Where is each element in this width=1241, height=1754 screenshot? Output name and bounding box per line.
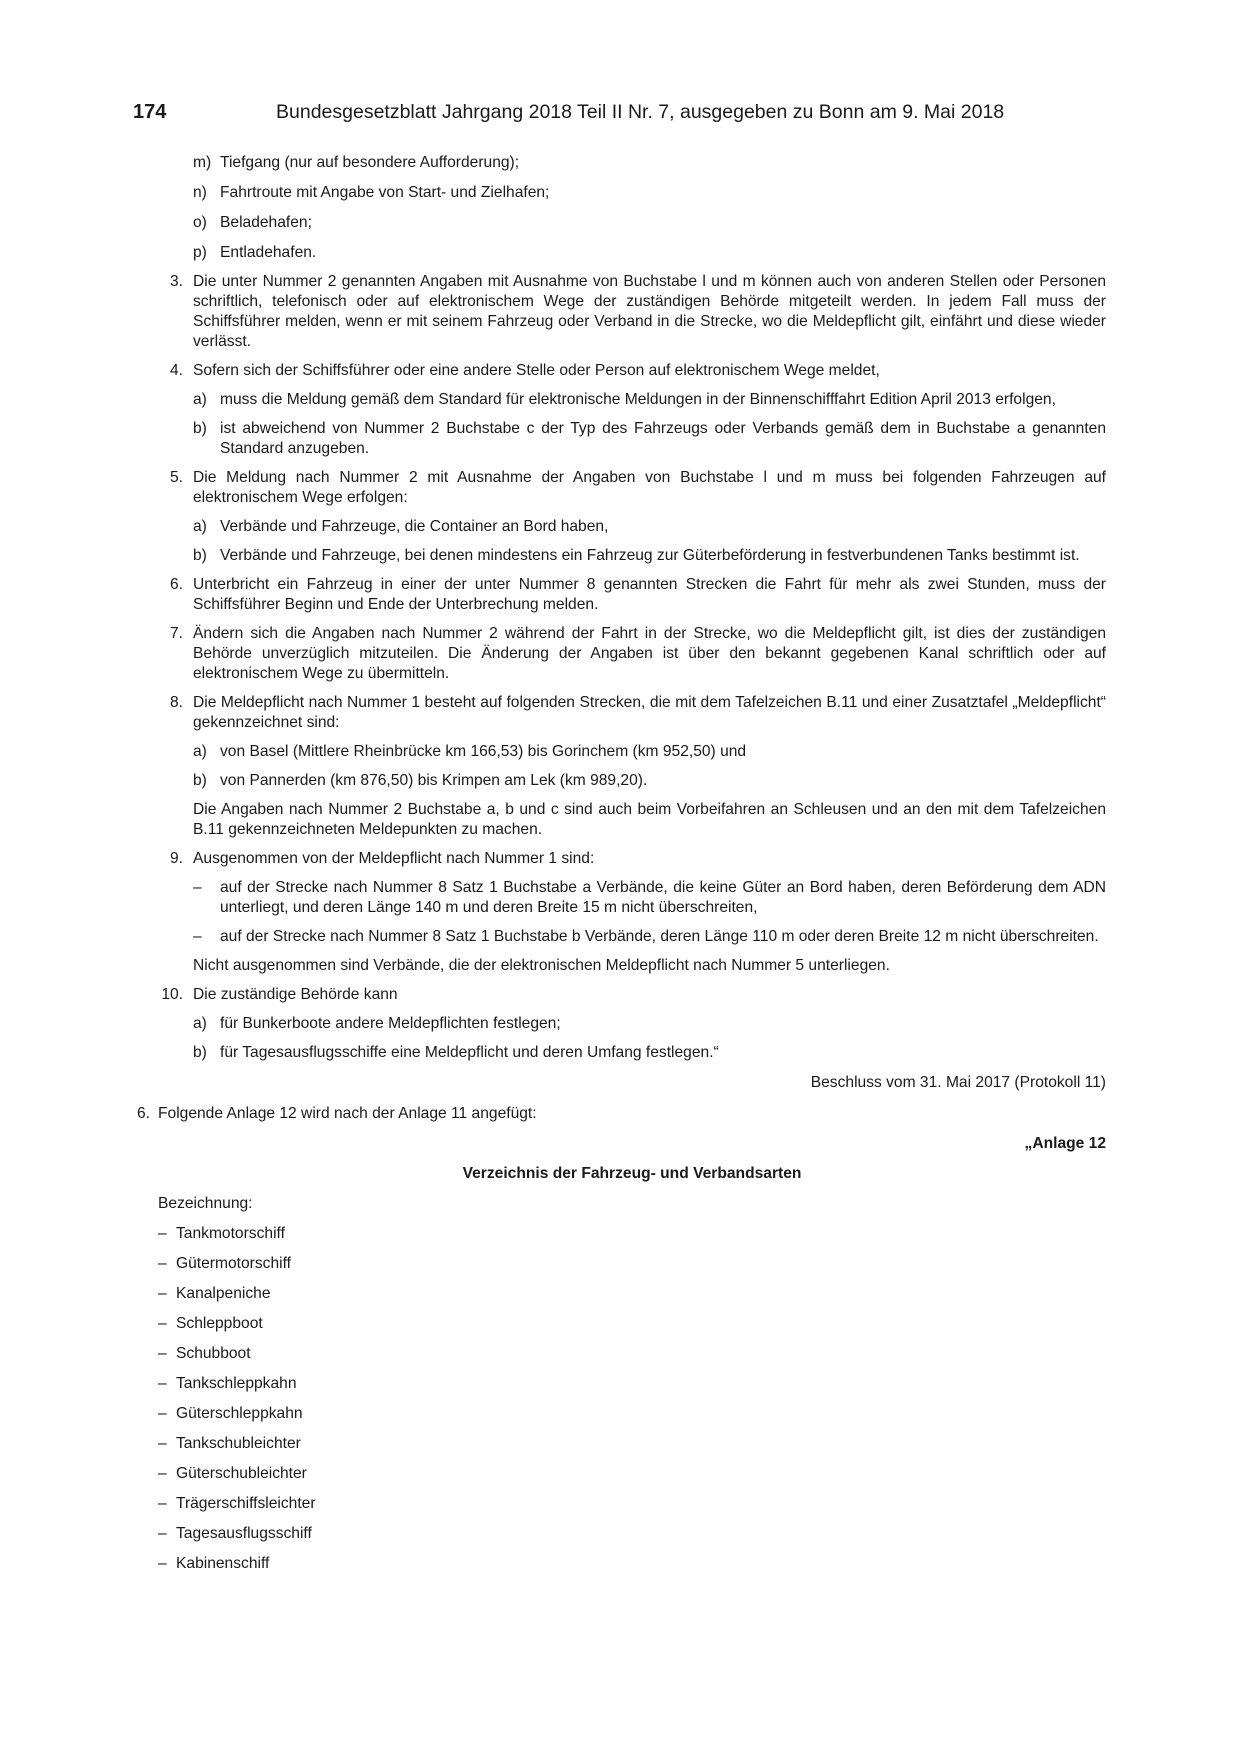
vessel-type — [0, 1464, 1106, 1484]
numbered-item-text: Die Meldung nach Nummer 2 mit Ausnahme der Angaben von Buchstabe l und m muss bei folgenden Fahrzeugen auf elektronischem Wege erfolgen: — [193, 469, 1106, 506]
page-content — [0, 153, 1241, 1574]
sub-item-text: Entladehafen. — [220, 244, 317, 261]
sub-item-label: o) — [193, 214, 207, 231]
vessel-type — [0, 1434, 1106, 1454]
vessel-type-label: – — [158, 1225, 167, 1242]
numbered-item-label: 9. — [169, 850, 183, 867]
sub-item-text: ist abweichend von Nummer 2 Buchstabe c der Typ des Fahrzeugs oder Verbands gemäß dem in Buchstabe a genannten Standard anzugeben. — [220, 420, 1106, 457]
sub-item — [0, 243, 1106, 263]
numbered-item — [0, 624, 1106, 684]
vessel-type-text: Güterschleppkahn — [176, 1405, 303, 1422]
vessel-type — [0, 1284, 1106, 1304]
vessel-type-text: Tankschleppkahn — [176, 1375, 297, 1392]
numbered-item — [0, 468, 1106, 508]
sub-item — [0, 771, 1106, 791]
section-item — [0, 1104, 1106, 1124]
sub-item-label: p) — [193, 244, 207, 261]
sub-item-label: b) — [193, 772, 207, 789]
sub-item — [0, 419, 1106, 459]
vessel-type — [0, 1524, 1106, 1544]
vessel-type-text: Tagesausflugsschiff — [176, 1525, 312, 1542]
vessel-type-label: – — [158, 1495, 167, 1512]
numbered-item-text: Ausgenommen von der Meldepflicht nach Nummer 1 sind: — [193, 850, 595, 867]
numbered-item-label: 6. — [169, 576, 183, 593]
numbered-item-text: Unterbricht ein Fahrzeug in einer der unter Nummer 8 genannten Strecken die Fahrt für mehr als zwei Stunden, muss der Schiffsführer Beginn und Ende der Unterbrechung melden. — [193, 576, 1106, 613]
annex-title — [0, 1164, 1106, 1184]
vessel-type-text: Schubboot — [176, 1345, 251, 1362]
numbered-item — [0, 575, 1106, 615]
sub-item — [0, 390, 1106, 410]
sub-item-text: Tiefgang (nur auf besondere Aufforderung); — [220, 154, 520, 171]
numbered-item — [0, 272, 1106, 352]
vessel-type-label: – — [158, 1405, 167, 1422]
vessel-type — [0, 1344, 1106, 1364]
vessel-type-text: Tankmotorschiff — [176, 1225, 285, 1242]
numbered-item-text: Ändern sich die Angaben nach Nummer 2 während der Fahrt in der Strecke, wo die Meldepflicht gilt, ist dies der zuständigen Behörde unverzüglich mitzuteilen. Die Änderung der Angaben ist über den bekannt gegebenen Kanal schriftlich oder auf elektronischem Wege zu übermitteln. — [193, 625, 1106, 682]
vessel-type-label: – — [158, 1255, 167, 1272]
vessel-type — [0, 1374, 1106, 1394]
sub-item-label: a) — [193, 518, 207, 535]
sub-item — [0, 742, 1106, 762]
sub-item-text: Verbände und Fahrzeuge, die Container an Bord haben, — [220, 518, 609, 535]
annex-title-text: Verzeichnis der Fahrzeug- und Verbandsarten — [462, 1165, 802, 1182]
numbered-item-label: 5. — [169, 469, 183, 486]
item-note — [0, 800, 1106, 840]
vessel-type-label: – — [158, 1375, 167, 1392]
page-number: 174 — [133, 101, 167, 123]
sub-item — [0, 517, 1106, 537]
list-heading-text: Bezeichnung: — [158, 1195, 253, 1212]
vessel-type-label: – — [158, 1345, 167, 1362]
sub-item — [0, 213, 1106, 233]
item-note — [0, 956, 1106, 976]
item-note-text: Nicht ausgenommen sind Verbände, die der elektronischen Meldepflicht nach Nummer 5 unterliegen. — [193, 957, 890, 974]
numbered-item-text: Die Meldepflicht nach Nummer 1 besteht auf folgenden Strecken, die mit dem Tafelzeichen B.11 und einer Zusatztafel „Meldepflicht“ gekennzeichnet sind: — [193, 694, 1106, 731]
numbered-item-label: 8. — [169, 694, 183, 711]
numbered-item — [0, 985, 1106, 1005]
sub-item-label: b) — [193, 547, 207, 564]
sub-item-label: b) — [193, 1044, 207, 1061]
decision-note-text: Beschluss vom 31. Mai 2017 (Protokoll 11) — [810, 1074, 1106, 1091]
vessel-type-label: – — [158, 1525, 167, 1542]
sub-item-text: von Basel (Mittlere Rheinbrücke km 166,53) bis Gorinchem (km 952,50) und — [220, 743, 747, 760]
vessel-type — [0, 1314, 1106, 1334]
vessel-type-text: Trägerschiffsleichter — [176, 1495, 316, 1512]
numbered-item-label: 7. — [169, 625, 183, 642]
vessel-type-text: Güterschubleichter — [176, 1465, 307, 1482]
sub-item-text: für Tagesausflugsschiffe eine Meldepflicht und deren Umfang festlegen.“ — [220, 1044, 719, 1061]
list-heading — [0, 1194, 1106, 1214]
running-title: Bundesgesetzblatt Jahrgang 2018 Teil II Nr. 7, ausgegeben zu Bonn am 9. Mai 2018 — [276, 101, 1005, 123]
sub-item-text: Verbände und Fahrzeuge, bei denen mindestens ein Fahrzeug zur Güterbeförderung in festverbundenen Tanks bestimmt ist. — [220, 547, 1080, 564]
annex-label — [0, 1134, 1106, 1154]
vessel-type-label: – — [158, 1465, 167, 1482]
sub-item — [0, 546, 1106, 566]
numbered-item-text: Die unter Nummer 2 genannten Angaben mit Ausnahme von Buchstabe l und m können auch von anderen Stellen oder Personen schriftlich, telefonisch oder auf elektronischem Wege der zuständigen Behörde mitgeteilt werden. In jedem Fall muss der Schiffsführer melden, wenn er mit seinem Fahrzeug oder Verband in die Strecke, wo die Meldepflicht gilt, einfährt und diese wieder verlässt. — [193, 273, 1106, 350]
vessel-type-label: – — [158, 1315, 167, 1332]
vessel-type — [0, 1224, 1106, 1244]
sub-item-text: Beladehafen; — [220, 214, 312, 231]
vessel-type-text: Gütermotorschiff — [176, 1255, 291, 1272]
sub-item — [0, 878, 1106, 918]
sub-item-text: muss die Meldung gemäß dem Standard für elektronische Meldungen in der Binnenschifffahrt Edition April 2013 erfolgen, — [220, 391, 1056, 408]
sub-item — [0, 1014, 1106, 1034]
sub-item-text: für Bunkerboote andere Meldepflichten festlegen; — [220, 1015, 561, 1032]
vessel-type-text: Kabinenschiff — [176, 1555, 270, 1572]
page-header — [133, 101, 1113, 127]
sub-item-text: von Pannerden (km 876,50) bis Krimpen am Lek (km 989,20). — [220, 772, 648, 789]
vessel-type-text: Kanalpeniche — [176, 1285, 271, 1302]
numbered-item-text: Die zuständige Behörde kann — [193, 986, 398, 1003]
sub-item — [0, 927, 1106, 947]
item-note-text: Die Angaben nach Nummer 2 Buchstabe a, b und c sind auch beim Vorbeifahren an Schleusen und an den mit dem Tafelzeichen B.11 gekennzeichneten Meldepunkten zu machen. — [193, 801, 1106, 838]
numbered-item — [0, 693, 1106, 733]
sub-item-text: auf der Strecke nach Nummer 8 Satz 1 Buchstabe a Verbände, die keine Güter an Bord haben, deren Beförderung dem ADN unterliegt, und deren Länge 140 m und deren Breite 15 m nicht überschreiten, — [220, 879, 1106, 916]
vessel-type — [0, 1494, 1106, 1514]
vessel-type — [0, 1554, 1106, 1574]
sub-item — [0, 1043, 1106, 1063]
vessel-type — [0, 1254, 1106, 1274]
vessel-type-label: – — [158, 1285, 167, 1302]
sub-item-label: – — [193, 928, 202, 945]
annex-label-text: „Anlage 12 — [1024, 1135, 1106, 1152]
decision-note — [0, 1073, 1106, 1093]
sub-item-label: a) — [193, 391, 207, 408]
sub-item-label: a) — [193, 743, 207, 760]
sub-item-text: Fahrtroute mit Angabe von Start- und Zielhafen; — [220, 184, 550, 201]
sub-item-label: – — [193, 879, 202, 896]
sub-item-text: auf der Strecke nach Nummer 8 Satz 1 Buchstabe b Verbände, deren Länge 110 m oder deren Breite 12 m nicht überschreiten. — [220, 928, 1099, 945]
numbered-item-text: Sofern sich der Schiffsführer oder eine andere Stelle oder Person auf elektronischem Wege meldet, — [193, 362, 880, 379]
numbered-item — [0, 849, 1106, 869]
numbered-item — [0, 361, 1106, 381]
sub-item-label: n) — [193, 184, 207, 201]
vessel-type-label: – — [158, 1435, 167, 1452]
section-item-label: 6. — [136, 1105, 150, 1122]
section-item-text: Folgende Anlage 12 wird nach der Anlage 11 angefügt: — [158, 1105, 537, 1122]
numbered-item-label: 4. — [169, 362, 183, 379]
sub-item — [0, 183, 1106, 203]
sub-item-label: m) — [193, 154, 212, 171]
vessel-type-text: Tankschubleichter — [176, 1435, 301, 1452]
vessel-type-text: Schleppboot — [176, 1315, 263, 1332]
sub-item-label: b) — [193, 420, 207, 437]
numbered-item-label: 10. — [161, 986, 183, 1003]
vessel-type — [0, 1404, 1106, 1424]
numbered-item-label: 3. — [169, 273, 183, 290]
vessel-type-label: – — [158, 1555, 167, 1572]
sub-item — [0, 153, 1106, 173]
sub-item-label: a) — [193, 1015, 207, 1032]
